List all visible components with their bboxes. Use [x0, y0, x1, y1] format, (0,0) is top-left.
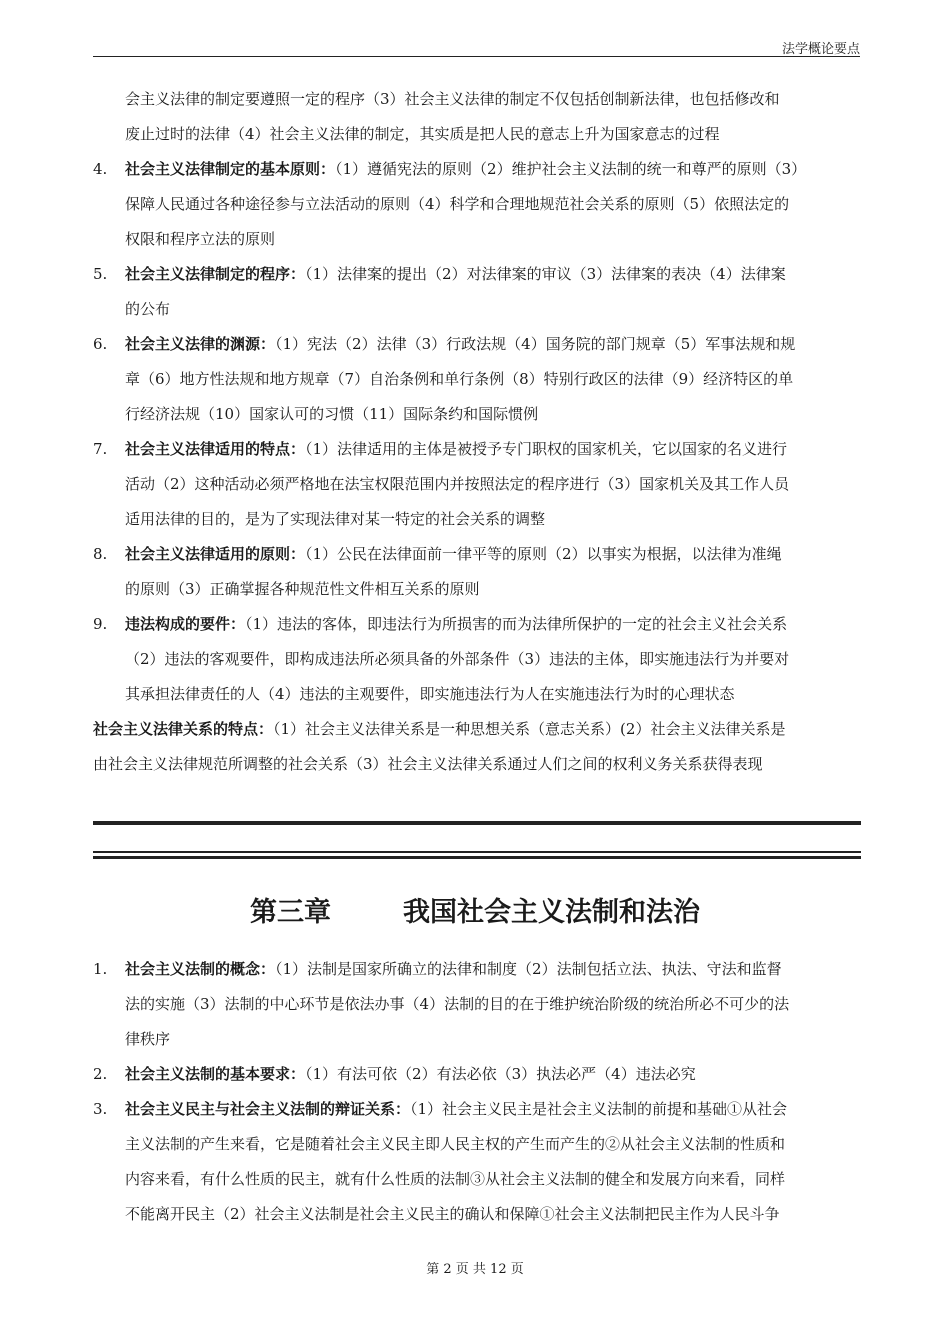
item-number: 4.	[93, 160, 108, 178]
text-line: 其承担法律责任的人（4）违法的主观要件，即实施违法行为人在实施违法行为时的心理状态	[125, 685, 735, 703]
text-line: 章（6）地方性法规和地方规章（7）自治条例和单行条例（8）特别行政区的法律（9）经济特区的单	[125, 370, 794, 388]
header-title: 法学概论要点	[781, 42, 860, 57]
item-title: 社会主义法律的渊源：	[125, 335, 276, 353]
item-number: 8.	[93, 545, 108, 563]
main-content-bottom	[93, 952, 863, 1232]
text-line: 法的实施（3）法制的中心环节是依法办事（4）法制的目的在于维护统治阶级的统治所必不可少的法	[125, 995, 790, 1013]
text-line: 保障人民通过各种途径参与立法活动的原则（4）科学和合理地规范社会关系的原则（5）依照法定的	[125, 195, 790, 213]
continuation-paragraph	[93, 82, 863, 152]
item-title: 社会主义民主与社会主义法制的辩证关系：	[125, 1100, 411, 1118]
text-line: 废止过时的法律（4）社会主义法律的制定，其实质是把人民的意志上升为国家意志的过程	[125, 125, 720, 143]
item-title: 社会主义法律制定的基本原则：	[125, 160, 336, 178]
list-item-8	[93, 537, 863, 607]
text-line: （2）违法的客观要件，即构成违法所必须具备的外部条件（3）违法的主体，即实施违法行为并要对	[125, 650, 790, 668]
item-title: 违法构成的要件：	[125, 615, 246, 633]
item-number: 6.	[93, 335, 108, 353]
relation-paragraph	[93, 712, 863, 782]
list-item-6	[93, 327, 863, 432]
item-number: 5.	[93, 265, 108, 283]
text-line: 不能离开民主（2）社会主义法制是社会主义民主的确认和保障①社会主义法制把民主作为人民斗争	[125, 1205, 780, 1223]
page-footer: 第 2 页 共 12 页	[426, 1262, 524, 1277]
item-title: 社会主义法律适用的原则：	[125, 545, 306, 563]
text-line: 律秩序	[125, 1030, 171, 1048]
text-line: （1）社会主义民主是社会主义法制的前提和基础①从社会	[410, 1100, 788, 1118]
text-line: 活动（2）这种活动必须严格地在法宝权限范围内并按照法定的程序进行（3）国家机关及其工作人员	[125, 475, 790, 493]
list-item-1	[93, 952, 863, 1057]
list-item-2	[93, 1057, 863, 1092]
text-line: （1）违法的客体，即违法行为所损害的而为法律所保护的一定的社会主义社会关系	[245, 615, 788, 633]
item-number: 1.	[93, 960, 108, 978]
text-line: 会主义法律的制定要遵照一定的程序（3）社会主义法律的制定不仅包括创制新法律，也包括修改和	[125, 90, 780, 108]
text-line: （1）法律案的提出（2）对法律案的审议（3）法律案的表决（4）法律案	[305, 265, 786, 283]
text-line: （1）宪法（2）法律（3）行政法规（4）国务院的部门规章（5）军事法规和规	[275, 335, 796, 353]
list-item-9	[93, 607, 863, 712]
text-line: （1）法制是国家所确立的法律和制度（2）法制包括立法、执法、守法和监督	[275, 960, 782, 978]
item-title: 社会主义法律制定的程序：	[125, 265, 306, 283]
text-line: （1）公民在法律面前一律平等的原则（2）以事实为根据，以法律为准绳	[305, 545, 782, 563]
text-line: 的公布	[125, 300, 171, 318]
text-line: （1）法律适用的主体是被授予专门职权的国家机关，它以国家的名义进行	[305, 440, 788, 458]
text-line: 主义法制的产生来看，它是随着社会主义民主即人民主权的产生而产生的②从社会主义法制的性质和	[125, 1135, 786, 1153]
text-line: 行经济法规（10）国家认可的习惯（11）国际条约和国际惯例	[125, 405, 539, 423]
list-item-4	[93, 152, 863, 257]
text-line: 的原则（3）正确掌握各种规范性文件相互关系的原则	[125, 580, 480, 598]
item-number: 7.	[93, 440, 108, 458]
text-line: （1）遵循宪法的原则（2）维护社会主义法制的统一和尊严的原则（3）	[335, 160, 807, 178]
list-item-7	[93, 432, 863, 537]
section-divider-double-a	[93, 851, 861, 853]
list-item-5	[93, 257, 863, 327]
section-divider-top	[93, 821, 861, 825]
text-line: （1）有法可依（2）有法必依（3）执法必严（4）违法必究	[305, 1065, 696, 1083]
text-line: 权限和程序立法的原则	[125, 230, 276, 248]
main-content-top	[93, 82, 863, 782]
section-divider-double-b	[93, 856, 861, 859]
page-header	[93, 38, 860, 57]
text-line: 由社会主义法律规范所调整的社会关系（3）社会主义法律关系通过人们之间的权利义务关系获得表现	[93, 755, 763, 773]
chapter-number: 第三章	[250, 897, 331, 928]
chapter-title: 我国社会主义法制和法治	[403, 897, 700, 928]
item-number: 9.	[93, 615, 108, 633]
item-number: 3.	[93, 1100, 108, 1118]
list-item-3	[93, 1092, 863, 1232]
chapter-heading	[0, 890, 950, 929]
text-line: （1）社会主义法律关系是一种思想关系（意志关系）(2）社会主义法律关系是	[273, 720, 786, 738]
text-line: 适用法律的目的，是为了实现法律对某一特定的社会关系的调整	[125, 510, 546, 528]
item-title: 社会主义法律适用的特点：	[125, 440, 306, 458]
item-number: 2.	[93, 1065, 108, 1083]
text-line: 内容来看，有什么性质的民主，就有什么性质的法制③从社会主义法制的健全和发展方向来看，同样	[125, 1170, 786, 1188]
item-title: 社会主义法制的基本要求：	[125, 1065, 306, 1083]
item-title: 社会主义法制的概念：	[125, 960, 276, 978]
relation-title: 社会主义法律关系的特点：	[93, 720, 274, 738]
